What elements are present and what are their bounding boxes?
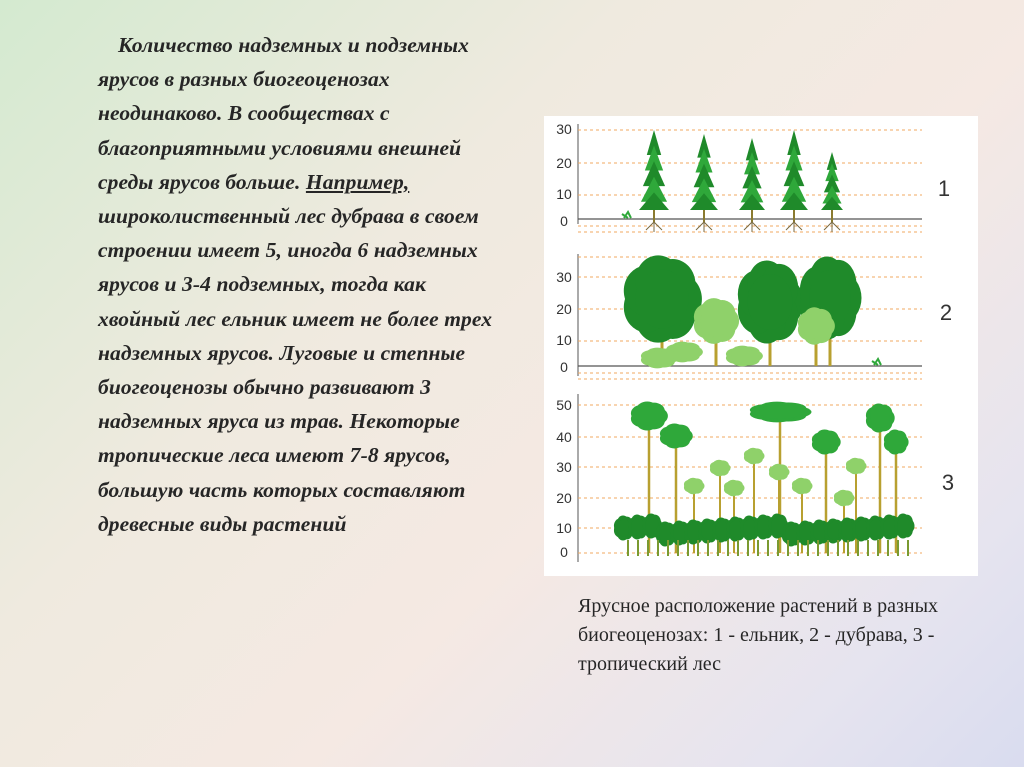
main-paragraph bbox=[98, 28, 508, 541]
tick-3-0: 0 bbox=[560, 544, 568, 560]
tick-1-0: 0 bbox=[560, 213, 568, 229]
spruce-tree bbox=[690, 134, 718, 232]
tick-3-40: 40 bbox=[556, 429, 572, 445]
tick-2-20: 20 bbox=[556, 301, 572, 317]
tick-3-30: 30 bbox=[556, 459, 572, 475]
tropical-trees bbox=[614, 401, 915, 556]
forest-layers-svg bbox=[544, 116, 978, 576]
shrub bbox=[641, 348, 678, 369]
tick-2-30: 30 bbox=[556, 269, 572, 285]
panel-number-1: 1 bbox=[937, 176, 951, 201]
tick-2-10: 10 bbox=[556, 332, 572, 348]
panel-number-3: 3 bbox=[941, 470, 955, 495]
panel-oak bbox=[556, 254, 952, 379]
panel-number-2: 2 bbox=[939, 300, 953, 325]
tick-3-10: 10 bbox=[556, 520, 572, 536]
spruce-tree bbox=[739, 138, 765, 232]
shrub bbox=[726, 346, 763, 367]
tick-3-20: 20 bbox=[556, 490, 572, 506]
panel-spruce bbox=[556, 121, 950, 232]
panel-tropical bbox=[556, 394, 954, 562]
spruce-tree bbox=[780, 130, 808, 232]
figure-caption: Ярусное расположение растений в разных биогеоценозах: 1 - ельник, 2 - дубрава, 3 - тропический лес bbox=[578, 595, 939, 675]
example-word: Например, bbox=[305, 169, 410, 194]
tick-1-10: 10 bbox=[556, 186, 572, 202]
tick-1-30: 30 bbox=[556, 121, 572, 137]
tick-3-50: 50 bbox=[556, 397, 572, 413]
paragraph-part-2: широколиственный лес дубрава в своем строении имеет 5, иногда 6 надземных ярусов и 3-4 подземных, тогда как хвойный лес ельник имеет не более трех надземных ярусов. Луговые и степные биогеоценозы обычно развивают 3 надземных яруса из трав. Некоторые тропические леса имеют 7-8 ярусов, большую часть которых составляют древесные виды растений bbox=[98, 204, 493, 536]
forest-layers-figure bbox=[544, 116, 978, 576]
tick-1-20: 20 bbox=[556, 155, 572, 171]
spruce-trees bbox=[639, 130, 843, 232]
spruce-tree bbox=[821, 152, 843, 232]
spruce-tree bbox=[639, 130, 669, 232]
paragraph-part-1: Количество надземных и подземных ярусов в разных биогеоценозах неодинаково. В сообществах с благоприятными условиями внешней среды ярусов больше. bbox=[98, 33, 470, 194]
oak-trees bbox=[624, 255, 862, 368]
tick-2-0: 0 bbox=[560, 359, 568, 375]
